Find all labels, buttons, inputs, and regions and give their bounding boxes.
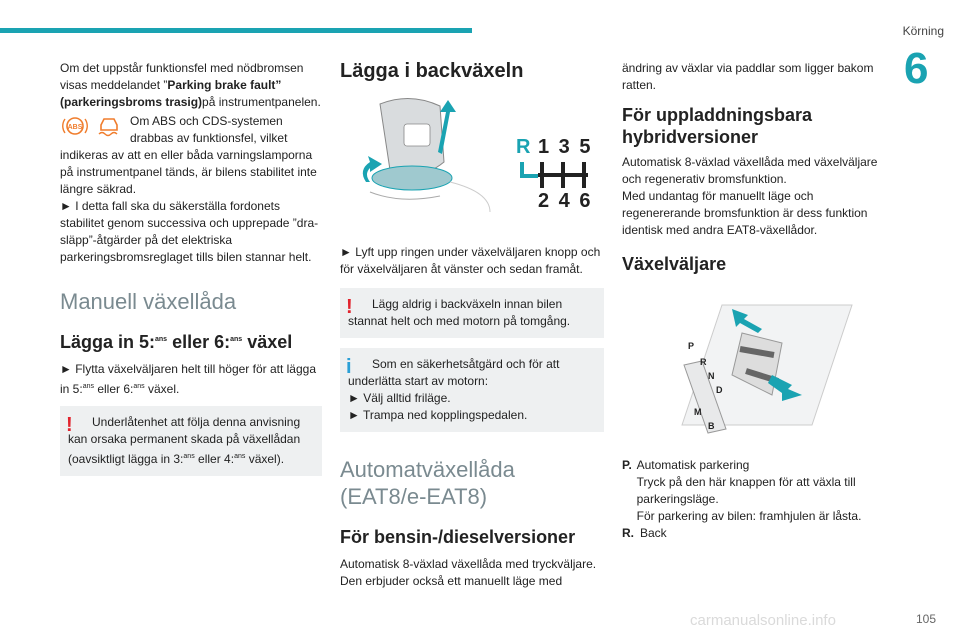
warning-note-gearbox: ! Underlåtenhet att följa denna anvisning kan orsaka permanent skada på växellådan (oavsiktligt lägga in 3:$^{ans}$ eller 4:$^{ans}$ växel). [60,406,322,476]
paragraph-hybrid-function: Med undantag för manuellt läge och regenererande bromsfunktion är dess funktion identisk med andra EAT8-växellådor. [622,189,868,237]
warning-icon: ! [346,296,353,318]
paragraph-reverse-instructions: ► Lyft upp ringen under växelväljaren knopp och för växelväljaren åt vänster och sedan framåt. [340,245,601,276]
selector-letter-p: P [688,341,695,351]
column-1 [60,60,322,476]
column-2 [340,60,604,590]
selector-letter-n: N [708,371,715,381]
selector-letter-d: D [716,385,723,395]
watermark-url: carmanualsonline.info [690,612,836,629]
paragraph-abs: Om ABS och CDS-systemen drabbas av funktionsfel, vilket indikeras av att en eller båda varningslamporna på instrumentpanel tänds, är bilens stabilitet inte längre säkrad. [60,114,317,196]
gear-label-r: R [516,136,531,158]
heading-petrol-diesel: För bensin-/dieselversioner [340,527,576,547]
paragraph-fifth-gear: ► Flytta växelväljaren helt till höger för att lägga in 5:$^{ans}$ eller 6:$^{ans}$ växel. [60,362,317,396]
gear-label-bottom: 2 4 6 [538,190,593,212]
abs-warning-icon [60,113,90,139]
selector-letter-r: R [700,357,707,367]
paragraph-stability: ► I detta fall ska du säkerställa fordonets stabilitet genom successiva och upprepade ”dra-släpp”-åtgärder på det elektriska parkeringsbromsreglaget tills bilen stannar helt. [60,199,319,264]
paragraph-parking-brake: Om det uppstår funktionsfel med nödbromsen visas meddelandet ”Parking brake fault” (parkeringsbroms trasig)på instrumentpanelen. [60,61,321,109]
gear-shift-pattern [516,160,606,190]
gear-label-top: 1 3 5 [538,136,593,158]
warning-lamps [60,113,124,139]
heading-reverse-gear: Lägga i backväxeln [340,60,524,82]
definition-r: R. Back [622,526,667,540]
heading-manual-gearbox: Manuell växellåda [60,289,237,314]
header-accent-bar [0,28,472,33]
paragraph-hybrid-gearbox: Automatisk 8-växlad växellåda med växelväljare och regenerativ bromsfunktion. [622,155,878,186]
info-note-reverse: i Som en säkerhetsåtgärd och för att underlätta start av motorn: ► Välj alltid friläge. ► Trampa ned kopplingspedalen. [340,348,604,432]
chapter-number: 6 [904,44,929,93]
heading-gear-selector: Växelväljare [622,254,727,274]
warning-note-reverse: ! Lägg aldrig i backväxeln innan bilen stannat helt och med motorn på tomgång. [340,288,604,338]
selector-letter-b: B [708,421,715,431]
selector-letter-m: M [694,407,702,417]
paragraph-eat8: Automatisk 8-växlad växellåda med tryckväljare. Den erbjuder också ett manuellt läge med [340,557,597,588]
heading-fifth-sixth-gear: Lägga in 5:$^{ans}$ eller 6:$^{ans}$ växel [60,332,293,352]
heading-automatic-gearbox: Automatväxellåda (EAT8/e-EAT8) [340,457,515,509]
abs-paragraph [60,113,322,198]
selector-definitions [622,457,884,542]
svg-text:ABS: ABS [67,124,83,131]
definition-p: P. Automatisk parkering Tryck på den här knappen för att växla till parkeringsläge. För parkering av bilen: framhjulen är låsta. [622,458,862,523]
section-title: Körning [902,24,944,38]
reverse-illustration [340,92,604,212]
heading-hybrid: För uppladdningsbara hybridversioner [622,105,813,147]
warning-icon: ! [66,414,73,436]
page-number: 105 [915,612,936,626]
info-icon: i [346,356,352,378]
column-3 [622,60,884,542]
stability-warning-icon [94,113,124,139]
paragraph-paddles: ändring av växlar via paddlar som ligger bakom ratten. [622,61,874,92]
selector-illustration [622,285,884,445]
